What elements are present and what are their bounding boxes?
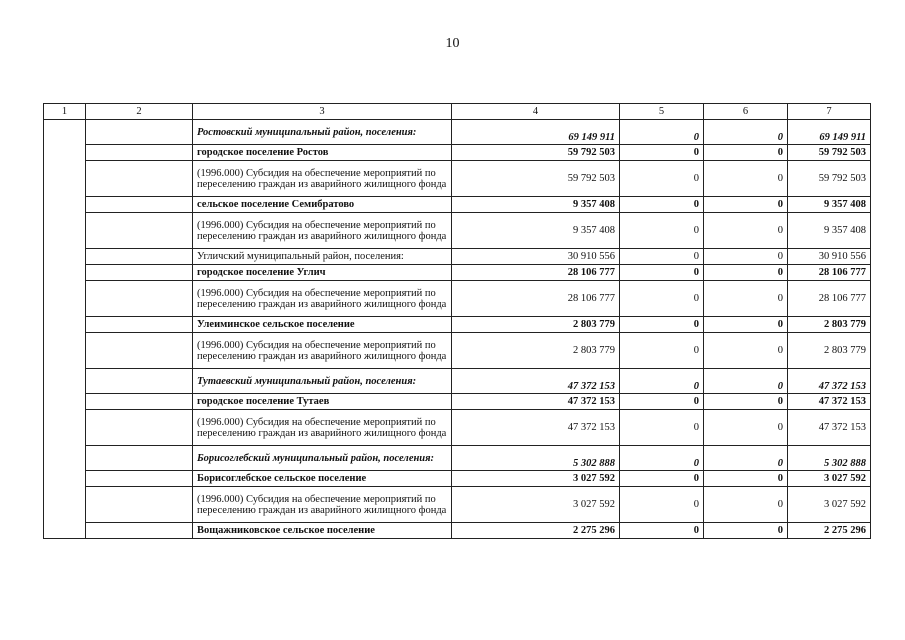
- cell-value: 30 910 556: [788, 249, 871, 265]
- cell-value: 9 357 408: [788, 197, 871, 213]
- cell-value: 0: [620, 120, 704, 145]
- table-row: [44, 410, 871, 446]
- cell-name: (1996.000) Субсидия на обеспечение мероприятий по переселению граждан из аварийного жилищного фонда: [193, 410, 452, 446]
- table-row: [44, 145, 871, 161]
- cell-value: 2 803 779: [452, 317, 620, 333]
- cell-value: 0: [704, 471, 788, 487]
- cell-col2: [86, 523, 193, 539]
- cell-col2: [86, 333, 193, 369]
- cell-col2: [86, 249, 193, 265]
- cell-value: 59 792 503: [452, 145, 620, 161]
- cell-value: 0: [704, 213, 788, 249]
- cell-value: 0: [620, 197, 704, 213]
- cell-name: (1996.000) Субсидия на обеспечение мероприятий по переселению граждан из аварийного жилищного фонда: [193, 487, 452, 523]
- cell-value: 0: [704, 249, 788, 265]
- cell-value: 0: [620, 145, 704, 161]
- cell-value: 0: [620, 249, 704, 265]
- cell-value: 0: [704, 369, 788, 394]
- cell-value: 47 372 153: [452, 410, 620, 446]
- cell-value: 59 792 503: [452, 161, 620, 197]
- cell-col2: [86, 487, 193, 523]
- cell-value: 69 149 911: [452, 120, 620, 145]
- cell-value: 0: [620, 369, 704, 394]
- cell-value: 5 302 888: [788, 446, 871, 471]
- cell-value: 69 149 911: [788, 120, 871, 145]
- budget-table-container: [43, 103, 870, 539]
- table-row: [44, 317, 871, 333]
- cell-value: 28 106 777: [788, 281, 871, 317]
- cell-value: 30 910 556: [452, 249, 620, 265]
- cell-value: 0: [620, 317, 704, 333]
- cell-value: 47 372 153: [452, 369, 620, 394]
- cell-value: 0: [704, 317, 788, 333]
- cell-value: 28 106 777: [452, 265, 620, 281]
- cell-col2: [86, 410, 193, 446]
- column-header: 4: [452, 104, 620, 120]
- cell-value: 0: [704, 145, 788, 161]
- cell-value: 47 372 153: [452, 394, 620, 410]
- cell-value: 0: [704, 487, 788, 523]
- cell-name: Угличский муниципальный район, поселения:: [193, 249, 452, 265]
- table-row: [44, 197, 871, 213]
- cell-value: 0: [704, 161, 788, 197]
- cell-value: 59 792 503: [788, 161, 871, 197]
- cell-col2: [86, 369, 193, 394]
- cell-value: 47 372 153: [788, 369, 871, 394]
- table-row: [44, 265, 871, 281]
- cell-value: 0: [620, 487, 704, 523]
- table-row: [44, 369, 871, 394]
- cell-value: 0: [620, 523, 704, 539]
- cell-value: 0: [704, 197, 788, 213]
- cell-value: 0: [620, 265, 704, 281]
- table-row: [44, 471, 871, 487]
- cell-value: 0: [620, 410, 704, 446]
- column-header: 6: [704, 104, 788, 120]
- cell-col2: [86, 213, 193, 249]
- cell-value: 9 357 408: [452, 197, 620, 213]
- header-row: [44, 104, 871, 120]
- cell-name: Тутаевский муниципальный район, поселения:: [193, 369, 452, 394]
- cell-col2: [86, 446, 193, 471]
- cell-value: 47 372 153: [788, 394, 871, 410]
- cell-name: Вощажниковское сельское поселение: [193, 523, 452, 539]
- cell-value: 0: [620, 333, 704, 369]
- cell-name: (1996.000) Субсидия на обеспечение мероприятий по переселению граждан из аварийного жилищного фонда: [193, 161, 452, 197]
- cell-value: 3 027 592: [788, 471, 871, 487]
- cell-name: городское поселение Тутаев: [193, 394, 452, 410]
- table-row: [44, 446, 871, 471]
- cell-value: 9 357 408: [452, 213, 620, 249]
- cell-col2: [86, 471, 193, 487]
- cell-col2: [86, 317, 193, 333]
- table-row: [44, 333, 871, 369]
- cell-value: 0: [620, 446, 704, 471]
- cell-value: 0: [704, 394, 788, 410]
- cell-value: 0: [704, 333, 788, 369]
- cell-col2: [86, 265, 193, 281]
- cell-value: 3 027 592: [452, 487, 620, 523]
- cell-name: городское поселение Углич: [193, 265, 452, 281]
- cell-name: (1996.000) Субсидия на обеспечение мероприятий по переселению граждан из аварийного жилищного фонда: [193, 213, 452, 249]
- cell-value: 0: [704, 265, 788, 281]
- cell-value: 28 106 777: [452, 281, 620, 317]
- cell-col1: [44, 120, 86, 539]
- cell-value: 0: [704, 446, 788, 471]
- table-row: [44, 394, 871, 410]
- table-row: [44, 161, 871, 197]
- cell-col2: [86, 161, 193, 197]
- cell-name: Ростовский муниципальный район, поселения:: [193, 120, 452, 145]
- cell-value: 28 106 777: [788, 265, 871, 281]
- cell-col2: [86, 120, 193, 145]
- cell-value: 2 803 779: [452, 333, 620, 369]
- cell-value: 9 357 408: [788, 213, 871, 249]
- cell-value: 2 803 779: [788, 333, 871, 369]
- column-header: 7: [788, 104, 871, 120]
- table-row: [44, 120, 871, 145]
- cell-value: 0: [704, 523, 788, 539]
- cell-name: Улеиминское сельское поселение: [193, 317, 452, 333]
- budget-table: [43, 103, 871, 539]
- cell-col2: [86, 197, 193, 213]
- cell-name: Борисоглебское сельское поселение: [193, 471, 452, 487]
- table-row: [44, 487, 871, 523]
- cell-name: (1996.000) Субсидия на обеспечение мероприятий по переселению граждан из аварийного жилищного фонда: [193, 281, 452, 317]
- cell-col2: [86, 145, 193, 161]
- column-header: 1: [44, 104, 86, 120]
- cell-name: сельское поселение Семибратово: [193, 197, 452, 213]
- cell-value: 0: [704, 410, 788, 446]
- cell-value: 47 372 153: [788, 410, 871, 446]
- cell-value: 59 792 503: [788, 145, 871, 161]
- page-number: 10: [445, 36, 460, 51]
- cell-col2: [86, 281, 193, 317]
- cell-value: 3 027 592: [788, 487, 871, 523]
- table-row: [44, 249, 871, 265]
- cell-value: 0: [620, 161, 704, 197]
- cell-value: 0: [620, 281, 704, 317]
- cell-value: 0: [704, 281, 788, 317]
- cell-value: 5 302 888: [452, 446, 620, 471]
- cell-value: 2 803 779: [788, 317, 871, 333]
- table-row: [44, 523, 871, 539]
- column-header: 2: [86, 104, 193, 120]
- cell-value: 0: [620, 471, 704, 487]
- cell-value: 2 275 296: [452, 523, 620, 539]
- cell-value: 0: [620, 213, 704, 249]
- column-header: 3: [193, 104, 452, 120]
- cell-name: (1996.000) Субсидия на обеспечение мероприятий по переселению граждан из аварийного жилищного фонда: [193, 333, 452, 369]
- cell-name: городское поселение Ростов: [193, 145, 452, 161]
- cell-name: Борисоглебский муниципальный район, поселения:: [193, 446, 452, 471]
- cell-col2: [86, 394, 193, 410]
- cell-value: 0: [704, 120, 788, 145]
- cell-value: 3 027 592: [452, 471, 620, 487]
- column-header: 5: [620, 104, 704, 120]
- cell-value: 2 275 296: [788, 523, 871, 539]
- table-row: [44, 281, 871, 317]
- cell-value: 0: [620, 394, 704, 410]
- table-row: [44, 213, 871, 249]
